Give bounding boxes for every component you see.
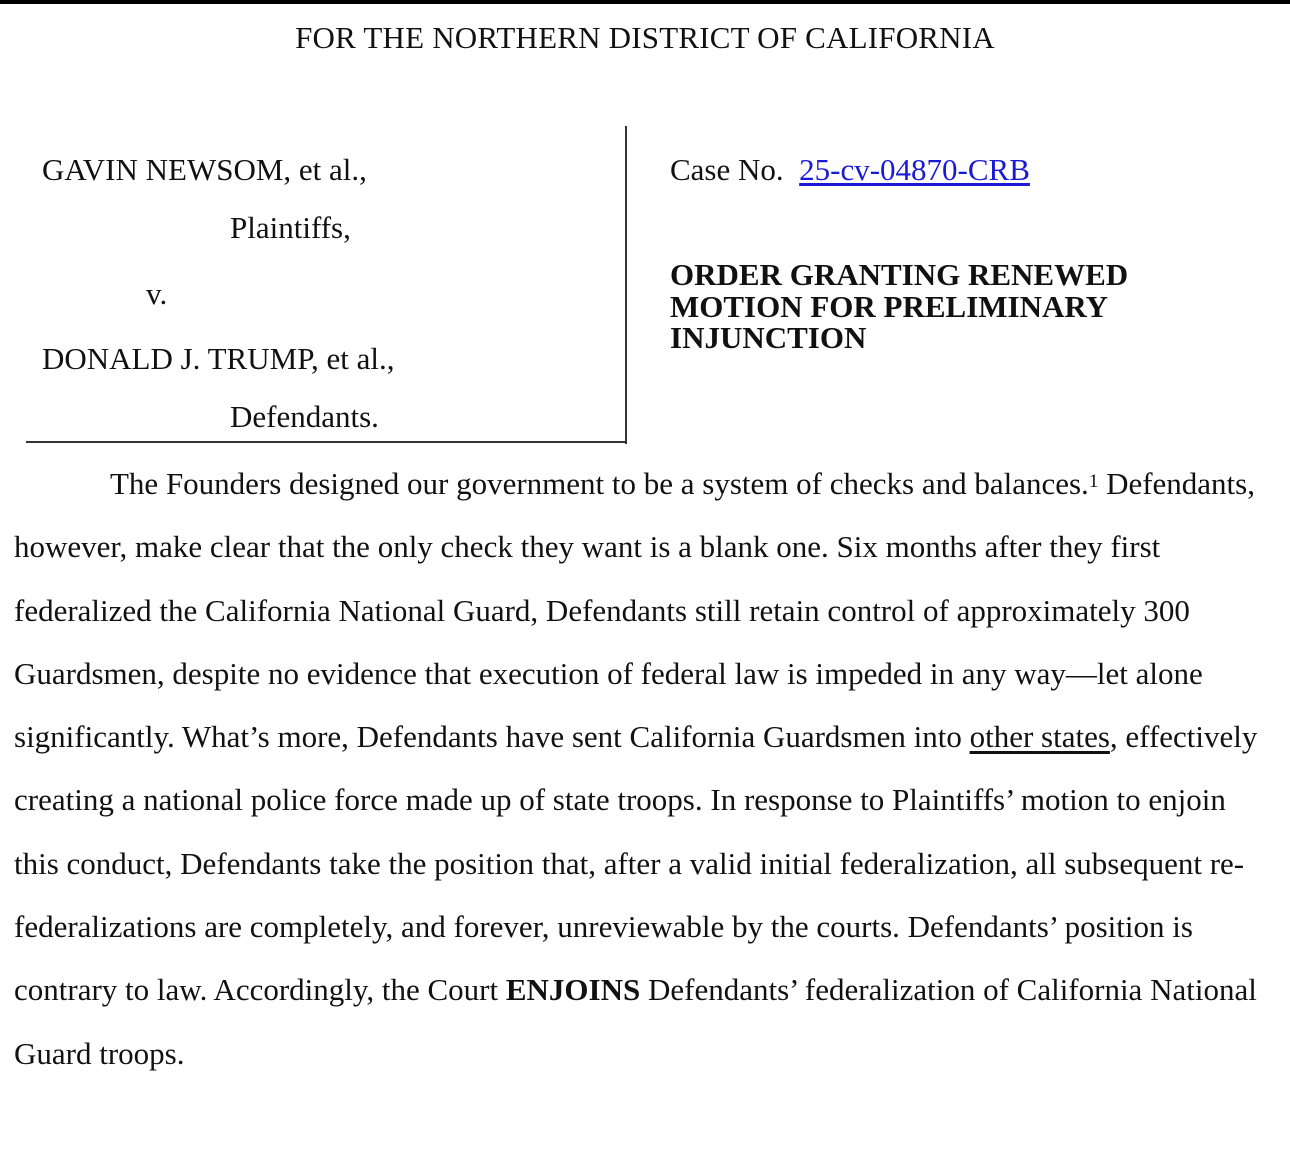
bold-enjoins: ENJOINS xyxy=(505,972,641,1008)
top-border-rule xyxy=(0,0,1290,4)
order-title: ORDER GRANTING RENEWED MOTION FOR PRELIMINARY INJUNCTION xyxy=(670,257,1129,355)
body-text-segment: , effectively creating a national police force made up of state troops. In response to Plaintiffs’ motion to enjoin this conduct, Defendants take the position that, after a valid initial federalization, all subsequent re-federalizations are completely, and forever, unreviewable by the courts. Defendants’ position is contrary to law. Accordingly, the Court xyxy=(14,719,1258,1008)
case-number xyxy=(670,152,1030,188)
footnote-reference[interactable]: 1 xyxy=(1088,471,1099,492)
case-number-label: Case No. xyxy=(670,152,784,187)
closing-sentence: Defendants’ federalization of California National Guard troops. xyxy=(14,972,1257,1071)
body-text-segment: Defendants, however, make clear that the only check they want is a blank one. Six months after they first federalized the California National Guard, Defendants still retain control of approximately 300 Guardsmen, despite no evidence that execution of federal law is impeded in any way—let alone significantly. What’s more, Defendants have sent California Guardsmen into xyxy=(14,466,1255,755)
court-district-heading: FOR THE NORTHERN DISTRICT OF CALIFORNIA xyxy=(295,20,995,55)
defendants-label: Defendants. xyxy=(230,399,379,434)
plaintiff-name: GAVIN NEWSOM, et al., xyxy=(42,152,367,187)
caption-vertical-rule xyxy=(625,126,627,444)
defendant-name: DONALD J. TRUMP, et al., xyxy=(42,341,395,376)
underlined-phrase: other states xyxy=(969,719,1110,755)
case-number-link[interactable]: 25-cv-04870-CRB xyxy=(799,152,1030,187)
opening-sentence: The Founders designed our government to be a system of checks and balances. xyxy=(110,466,1089,501)
opinion-paragraph xyxy=(14,452,1276,1085)
plaintiffs-label: Plaintiffs, xyxy=(230,210,351,245)
versus-label: v. xyxy=(146,276,168,311)
caption-horizontal-rule xyxy=(26,441,627,443)
